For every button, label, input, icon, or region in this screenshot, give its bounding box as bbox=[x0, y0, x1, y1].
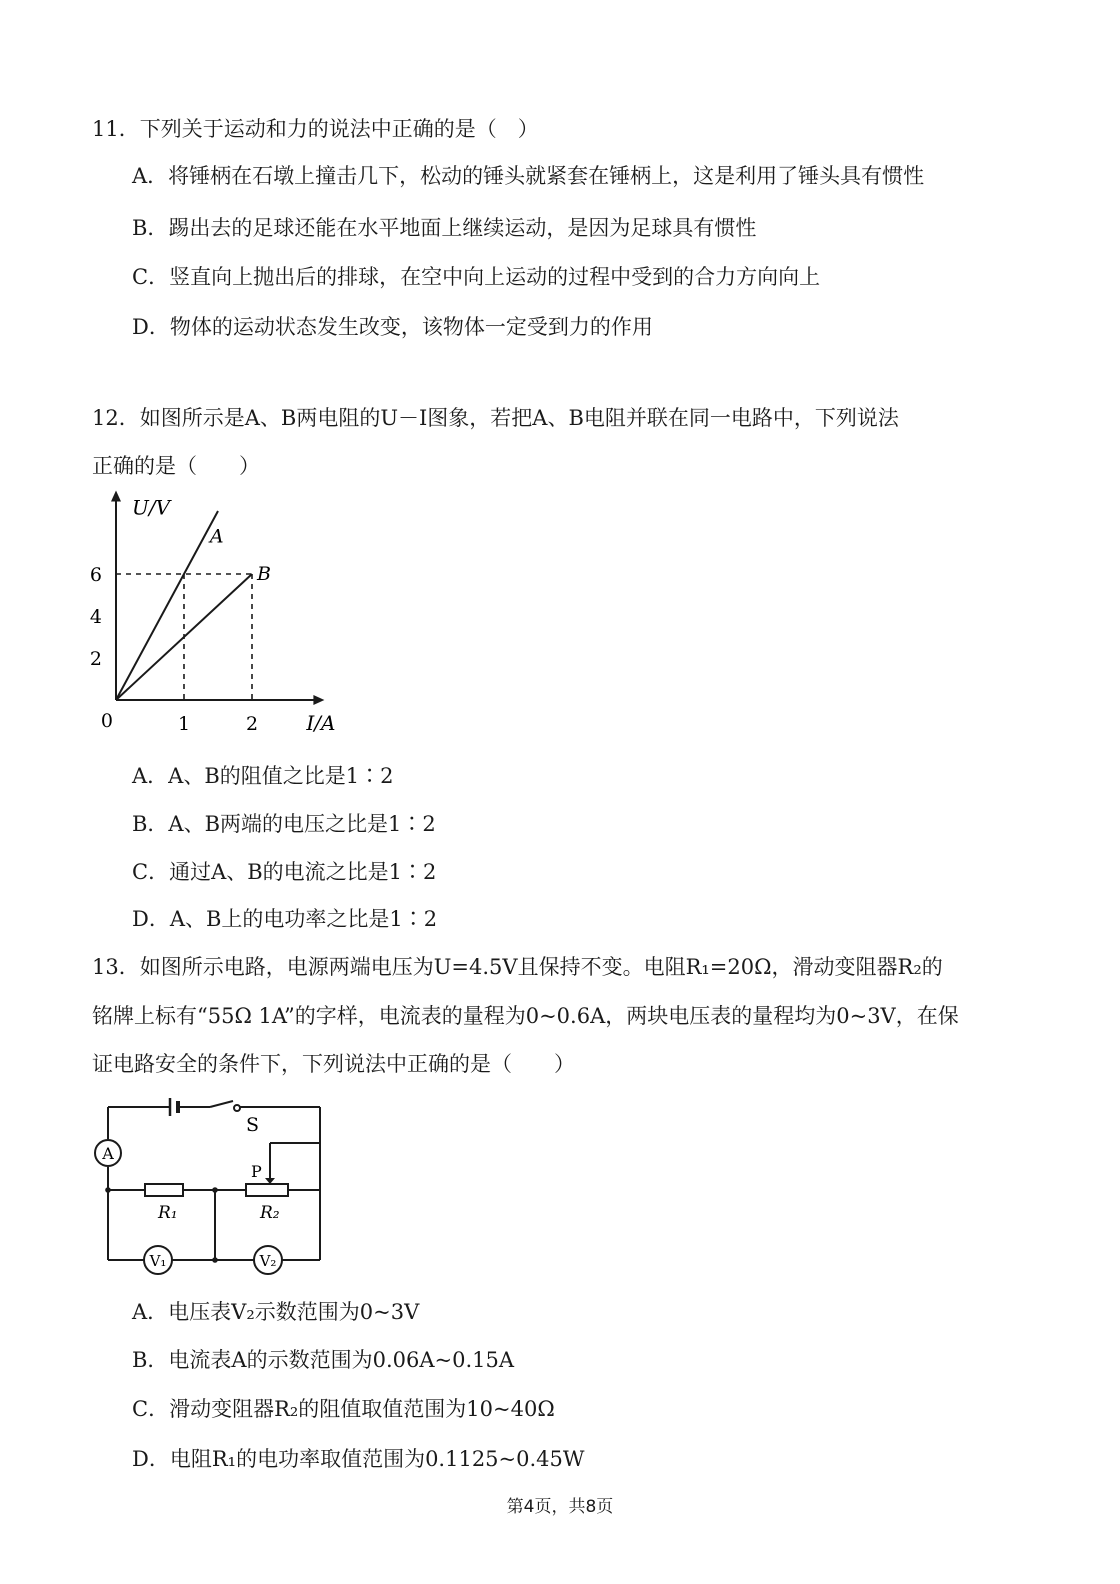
y-tick-label: 4 bbox=[89, 606, 102, 628]
series-line-a bbox=[116, 511, 218, 700]
origin-label: 0 bbox=[100, 710, 113, 732]
q13-stem-line2: 铭牌上标有“55Ω 1A”的字样，电流表的量程为0~0.6A，两块电压表的量程均为0~3V，在保 bbox=[92, 1004, 959, 1028]
q12-stem-line2: 正确的是（ ） bbox=[92, 454, 260, 478]
x-tick-label: 1 bbox=[177, 713, 191, 735]
q11-option-a: A．将锤柄在石墩上撞击几下，松动的锤头就紧套在锤柄上，这是利用了锤头具有惯性 bbox=[132, 164, 925, 188]
x-tick-label: 2 bbox=[245, 713, 259, 735]
x-axis-label: I/A bbox=[306, 711, 336, 735]
junction-dot-left bbox=[105, 1187, 111, 1193]
junction-dot-top bbox=[212, 1187, 218, 1193]
q12-option-c: C．通过A、B的电流之比是1∶2 bbox=[132, 860, 437, 884]
x-axis-arrow-icon bbox=[313, 695, 324, 705]
switch-label: S bbox=[246, 1114, 260, 1136]
y-axis-arrow-icon bbox=[111, 491, 121, 502]
r1-label: R₁ bbox=[158, 1203, 178, 1223]
ammeter-label: A bbox=[102, 1144, 114, 1163]
switch-contact bbox=[234, 1105, 240, 1111]
q12-stem-line1: 12．如图所示是A、B两电阻的U－I图象，若把A、B电阻并联在同一电路中，下列说法 bbox=[92, 406, 899, 430]
series-line-b bbox=[116, 574, 252, 700]
ui-graph bbox=[80, 490, 360, 750]
q11-option-b: B．踢出去的足球还能在水平地面上继续运动，是因为足球具有惯性 bbox=[132, 216, 757, 240]
q13-option-a: A．电压表V₂示数范围为0~3V bbox=[132, 1300, 420, 1324]
rheostat-r2 bbox=[246, 1184, 288, 1196]
v2-label: V₂ bbox=[259, 1252, 277, 1270]
q13-stem-line3: 证电路安全的条件下，下列说法中正确的是（ ） bbox=[92, 1052, 575, 1076]
q12-option-d: D．A、B上的电功率之比是1∶2 bbox=[132, 907, 438, 931]
circuit-diagram bbox=[88, 1095, 338, 1285]
junction-dot-bottom bbox=[212, 1257, 218, 1263]
q11-option-d: D．物体的运动状态发生改变，该物体一定受到力的作用 bbox=[132, 315, 653, 339]
q13-option-b: B．电流表A的示数范围为0.06A~0.15A bbox=[132, 1348, 515, 1372]
q11-option-c: C．竖直向上抛出后的排球，在空中向上运动的过程中受到的合力方向向上 bbox=[132, 265, 821, 289]
page-footer: 第4页，共8页 bbox=[506, 1497, 614, 1517]
q13-option-d: D．电阻R₁的电功率取值范围为0.1125~0.45W bbox=[132, 1447, 585, 1471]
q12-option-a: A．A、B的阻值之比是1∶2 bbox=[132, 764, 394, 788]
q12-option-b: B．A、B两端的电压之比是1∶2 bbox=[132, 812, 436, 836]
switch-blade bbox=[210, 1101, 233, 1107]
v1-label: V₁ bbox=[149, 1252, 167, 1270]
q13-option-c: C．滑动变阻器R₂的阻值取值范围为10~40Ω bbox=[132, 1397, 555, 1421]
q11-stem: 11．下列关于运动和力的说法中正确的是（ ） bbox=[92, 117, 539, 141]
q13-stem-line1: 13．如图所示电路，电源两端电压为U=4.5V且保持不变。电阻R₁=20Ω，滑动变阻器R₂的 bbox=[92, 955, 943, 979]
y-tick-label: 2 bbox=[89, 648, 102, 670]
y-tick-label: 6 bbox=[89, 564, 102, 586]
series-label-a: A bbox=[209, 525, 224, 548]
y-axis-label: U/V bbox=[132, 495, 171, 520]
slider-label: P bbox=[251, 1162, 262, 1181]
resistor-r1 bbox=[145, 1184, 183, 1196]
r2-label: R₂ bbox=[260, 1203, 280, 1223]
series-label-b: B bbox=[257, 563, 271, 585]
